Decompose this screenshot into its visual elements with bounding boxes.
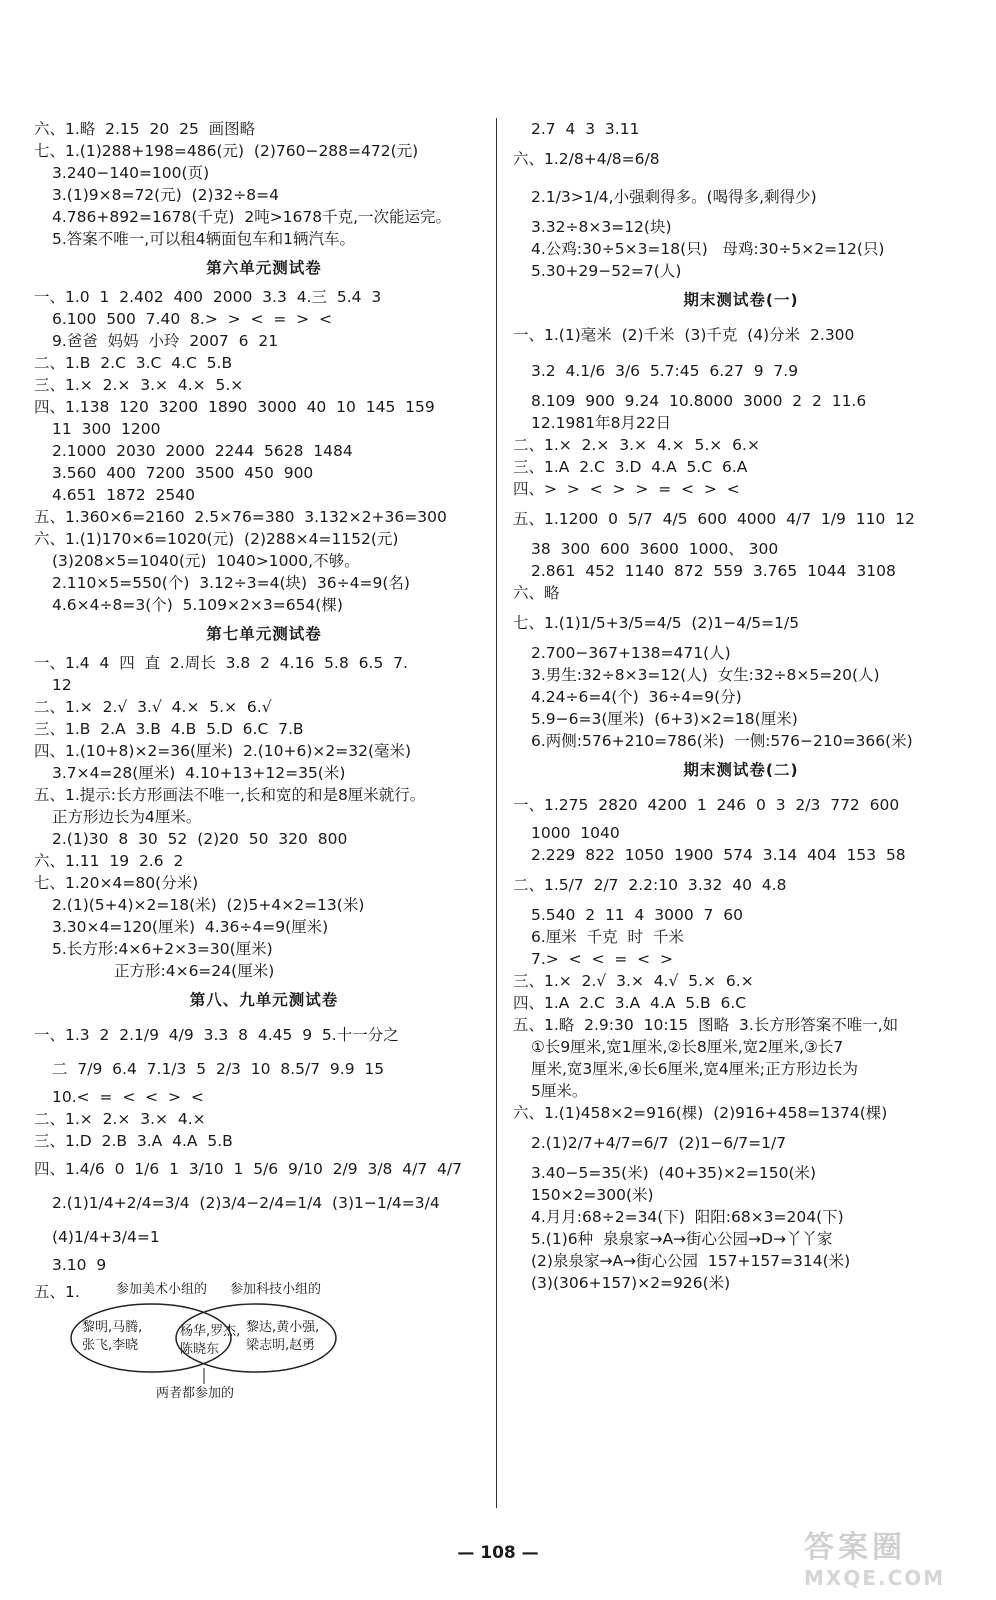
left-column: [34, 118, 494, 1401]
answer-line: 5.(1)6种 泉泉家→A→街心公园→D→丫丫家: [531, 1230, 833, 1248]
answer-line: 2.(1)30 8 30 52 (2)20 50 320 800: [52, 830, 348, 848]
answer-line: 9.爸爸 妈妈 小玲 2007 6 21: [52, 332, 279, 350]
answer-line: 2.(1)(5+4)×2=18(米) (2)5+4×2=13(米): [52, 896, 365, 914]
answer-line: 11 300 1200: [52, 420, 161, 438]
answer-line: 2.1/3>1/4,小强剩得多。(喝得多,剩得少): [531, 188, 817, 206]
answer-line: 12: [52, 676, 72, 694]
section-title: 第七单元测试卷: [206, 625, 322, 643]
answer-line: 四、1.(10+8)×2=36(厘米) 2.(10+6)×2=32(毫米): [34, 742, 412, 760]
answer-line: (3)(306+157)×2=926(米): [531, 1274, 731, 1292]
section-title: 期末测试卷(二): [683, 761, 799, 779]
answer-line: 4.24÷6=4(个) 36÷4=9(分): [531, 688, 742, 706]
answer-line: 3.男生:32÷8×3=12(人) 女生:32÷8×5=20(人): [531, 666, 880, 684]
answer-line: 2.110×5=550(个) 3.12÷3=4(块) 36÷4=9(名): [52, 574, 410, 592]
answer-line: 五、1.提示:长方形画法不唯一,长和宽的和是8厘米就行。: [34, 786, 426, 804]
answer-line: (2)泉泉家→A→街心公园 157+157=314(米): [531, 1252, 851, 1270]
answer-line: 一、1.4 4 四 直 2.周长 3.8 2 4.16 5.8 6.5 7.: [34, 654, 408, 672]
answer-line: 2.229 822 1050 1900 574 3.14 404 153 58: [531, 846, 906, 864]
answer-line: 4.651 1872 2540: [52, 486, 195, 504]
answer-line: 六、1.11 19 2.6 2: [34, 852, 184, 870]
answer-line: 正方形边长为4厘米。: [52, 808, 202, 826]
answer-line: 四、> > < > > = < > <: [513, 480, 740, 498]
answer-line: (4)1/4+3/4=1: [52, 1228, 160, 1246]
answer-line: 六、1.(1)170×6=1020(元) (2)288×4=1152(元): [34, 530, 399, 548]
answer-line: 150×2=300(米): [531, 1186, 654, 1204]
answer-line: 6.100 500 7.40 8.> > < = > <: [52, 310, 333, 328]
answer-line: 七、1.(1)1/5+3/5=4/5 (2)1−4/5=1/5: [513, 614, 800, 632]
column-divider: [496, 118, 497, 1508]
answer-line: 六、1.(1)458×2=916(棵) (2)916+458=1374(棵): [513, 1104, 888, 1122]
answer-line: 五、1.1200 0 5/7 4/5 600 4000 4/7 1/9 110 12: [513, 510, 915, 528]
answer-line: 二、1.5/7 2/7 2.2:10 3.32 40 4.8: [513, 876, 787, 894]
answer-line: 四、1.A 2.C 3.A 4.A 5.B 6.C: [513, 994, 747, 1012]
answer-line: 2.1000 2030 2000 2244 5628 1484: [52, 442, 353, 460]
answer-line: 一、1.(1)毫米 (2)千米 (3)千克 (4)分米 2.300: [513, 326, 855, 344]
venn-middle-names: 杨华,罗杰,: [180, 1324, 241, 1339]
answer-line: 三、1.A 2.C 3.D 4.A 5.C 6.A: [513, 458, 748, 476]
section-title: 期末测试卷(一): [683, 291, 799, 309]
answer-line: 六、略: [513, 584, 560, 602]
answer-line: (3)208×5=1040(元) 1040>1000,不够。: [52, 552, 360, 570]
answer-line: 5.9−6=3(厘米) (6+3)×2=18(厘米): [531, 710, 798, 728]
answer-line: 6.两侧:576+210=786(米) 一侧:576−210=366(米): [531, 732, 913, 750]
answer-line: 一、1.0 1 2.402 400 2000 3.3 4.三 5.4 3: [34, 288, 382, 306]
answer-line: 12.1981年8月22日: [531, 414, 672, 432]
answer-line: 3.30×4=120(厘米) 4.36÷4=9(厘米): [52, 918, 329, 936]
section-title: 第八、九单元测试卷: [189, 991, 339, 1009]
answer-line: 五、1.略 2.9:30 10:15 图略 3.长方形答案不唯一,如: [513, 1016, 899, 1034]
answer-line: 三、1.× 2.× 3.× 4.× 5.×: [34, 376, 244, 394]
answer-line: 10.< = < < > <: [52, 1088, 204, 1106]
answer-line: 4.月月:68÷2=34(下) 阳阳:68×3=204(下): [531, 1208, 844, 1226]
answer-line: 8.109 900 9.24 10.8000 3000 2 2 11.6: [531, 392, 867, 410]
answer-line: 5.540 2 11 4 3000 7 60: [531, 906, 743, 924]
venn-left-title: 参加美术小组的: [116, 1282, 208, 1297]
watermark-url: MXQE.COM: [804, 1566, 946, 1590]
answer-line: 一、1.275 2820 4200 1 246 0 3 2/3 772 600: [513, 796, 900, 814]
answer-line: 二、1.× 2.√ 3.√ 4.× 5.× 6.√: [34, 698, 272, 716]
answer-line: 5.长方形:4×6+2×3=30(厘米): [52, 940, 273, 958]
answer-line: 38 300 600 3600 1000、 300: [531, 540, 779, 558]
answer-line: 3.10 9: [52, 1256, 107, 1274]
answer-line: 1000 1040: [531, 824, 620, 842]
answer-line: 2.7 4 3 3.11: [531, 120, 640, 138]
answer-line: 四、1.4/6 0 1/6 1 3/10 1 5/6 9/10 2/9 3/8 4/7 4/7: [34, 1160, 462, 1178]
answer-line: 6.厘米 千克 时 千米: [531, 928, 684, 946]
answer-line: 四、1.138 120 3200 1890 3000 40 10 145 159: [34, 398, 435, 416]
answer-line: 三、1.× 2.√ 3.× 4.√ 5.× 6.×: [513, 972, 754, 990]
answer-line: 4.786+892=1678(千克) 2吨>1678千克,一次能运完。: [52, 208, 452, 226]
answer-line: 2.700−367+138=471(人): [531, 644, 731, 662]
watermark-text: 答案圈: [804, 1530, 906, 1565]
answer-line: ①长9厘米,宽1厘米,②长8厘米,宽2厘米,③长7: [531, 1038, 844, 1056]
venn-left-names: 张飞,李晓: [82, 1338, 139, 1353]
answer-line: 七、1.(1)288+198=486(元) (2)760−288=472(元): [34, 142, 419, 160]
answer-line: 3.40−5=35(米) (40+35)×2=150(米): [531, 1164, 817, 1182]
answer-line: 二、1.B 2.C 3.C 4.C 5.B: [34, 354, 233, 372]
answer-line: 7.> < < = < >: [531, 950, 673, 968]
answer-line: 五、1.360×6=2160 2.5×76=380 3.132×2+36=300: [34, 508, 447, 526]
answer-line: 六、1.略 2.15 20 25 画图略: [34, 120, 256, 138]
answer-line: 二、1.× 2.× 3.× 4.×: [34, 1110, 206, 1128]
answer-line: 3.2 4.1/6 3/6 5.7:45 6.27 9 7.9: [531, 362, 799, 380]
answer-line: 二 7/9 6.4 7.1/3 5 2/3 10 8.5/7 9.9 15: [52, 1060, 385, 1078]
answer-line: 正方形:4×6=24(厘米): [114, 962, 275, 980]
section-title: 第六单元测试卷: [206, 259, 322, 277]
venn-question-label: 五、1.: [34, 1283, 80, 1301]
venn-diagram: [34, 1276, 494, 1401]
answer-line: 3.560 400 7200 3500 450 900: [52, 464, 314, 482]
answer-line: 4.6×4÷8=3(个) 5.109×2×3=654(棵): [52, 596, 343, 614]
venn-right-names: 黎达,黄小强,: [246, 1320, 320, 1335]
right-column: [513, 118, 969, 1294]
answer-line: 2.(1)1/4+2/4=3/4 (2)3/4−2/4=1/4 (3)1−1/4=3/4: [52, 1194, 440, 1212]
answer-line: 2.861 452 1140 872 559 3.765 1044 3108: [531, 562, 896, 580]
venn-right-names: 梁志明,赵勇: [246, 1338, 316, 1353]
answer-line: 三、1.B 2.A 3.B 4.B 5.D 6.C 7.B: [34, 720, 304, 738]
answer-line: 3.240−140=100(页): [52, 164, 210, 182]
answer-line: 5厘米。: [531, 1082, 588, 1100]
venn-left-names: 黎明,马腾,: [82, 1320, 143, 1335]
answer-line: 4.公鸡:30÷5×3=18(只) 母鸡:30÷5×2=12(只): [531, 240, 885, 258]
answer-line: 5.答案不唯一,可以租4辆面包车和1辆汽车。: [52, 230, 355, 248]
answer-line: 六、1.2/8+4/8=6/8: [513, 150, 660, 168]
answer-line: 厘米,宽3厘米,④长6厘米,宽4厘米;正方形边长为: [531, 1060, 858, 1078]
page-number: — 108 —: [457, 1543, 539, 1563]
answer-line: 二、1.× 2.× 3.× 4.× 5.× 6.×: [513, 436, 760, 454]
venn-bottom-label: 两者都参加的: [156, 1386, 235, 1401]
answer-line: 3.7×4=28(厘米) 4.10+13+12=35(米): [52, 764, 346, 782]
watermark-logo: [804, 1522, 974, 1594]
answer-line: 三、1.D 2.B 3.A 4.A 5.B: [34, 1132, 233, 1150]
answer-line: 一、1.3 2 2.1/9 4/9 3.3 8 4.45 9 5.十一分之: [34, 1026, 399, 1044]
venn-middle-names: 陈晓东: [180, 1342, 220, 1357]
answer-line: 5.30+29−52=7(人): [531, 262, 682, 280]
answer-line: 2.(1)2/7+4/7=6/7 (2)1−6/7=1/7: [531, 1134, 787, 1152]
venn-right-title: 参加科技小组的: [230, 1282, 322, 1297]
answer-line: 3.(1)9×8=72(元) (2)32÷8=4: [52, 186, 279, 204]
answer-line: 七、1.20×4=80(分米): [34, 874, 199, 892]
answer-line: 3.32÷8×3=12(块): [531, 218, 672, 236]
